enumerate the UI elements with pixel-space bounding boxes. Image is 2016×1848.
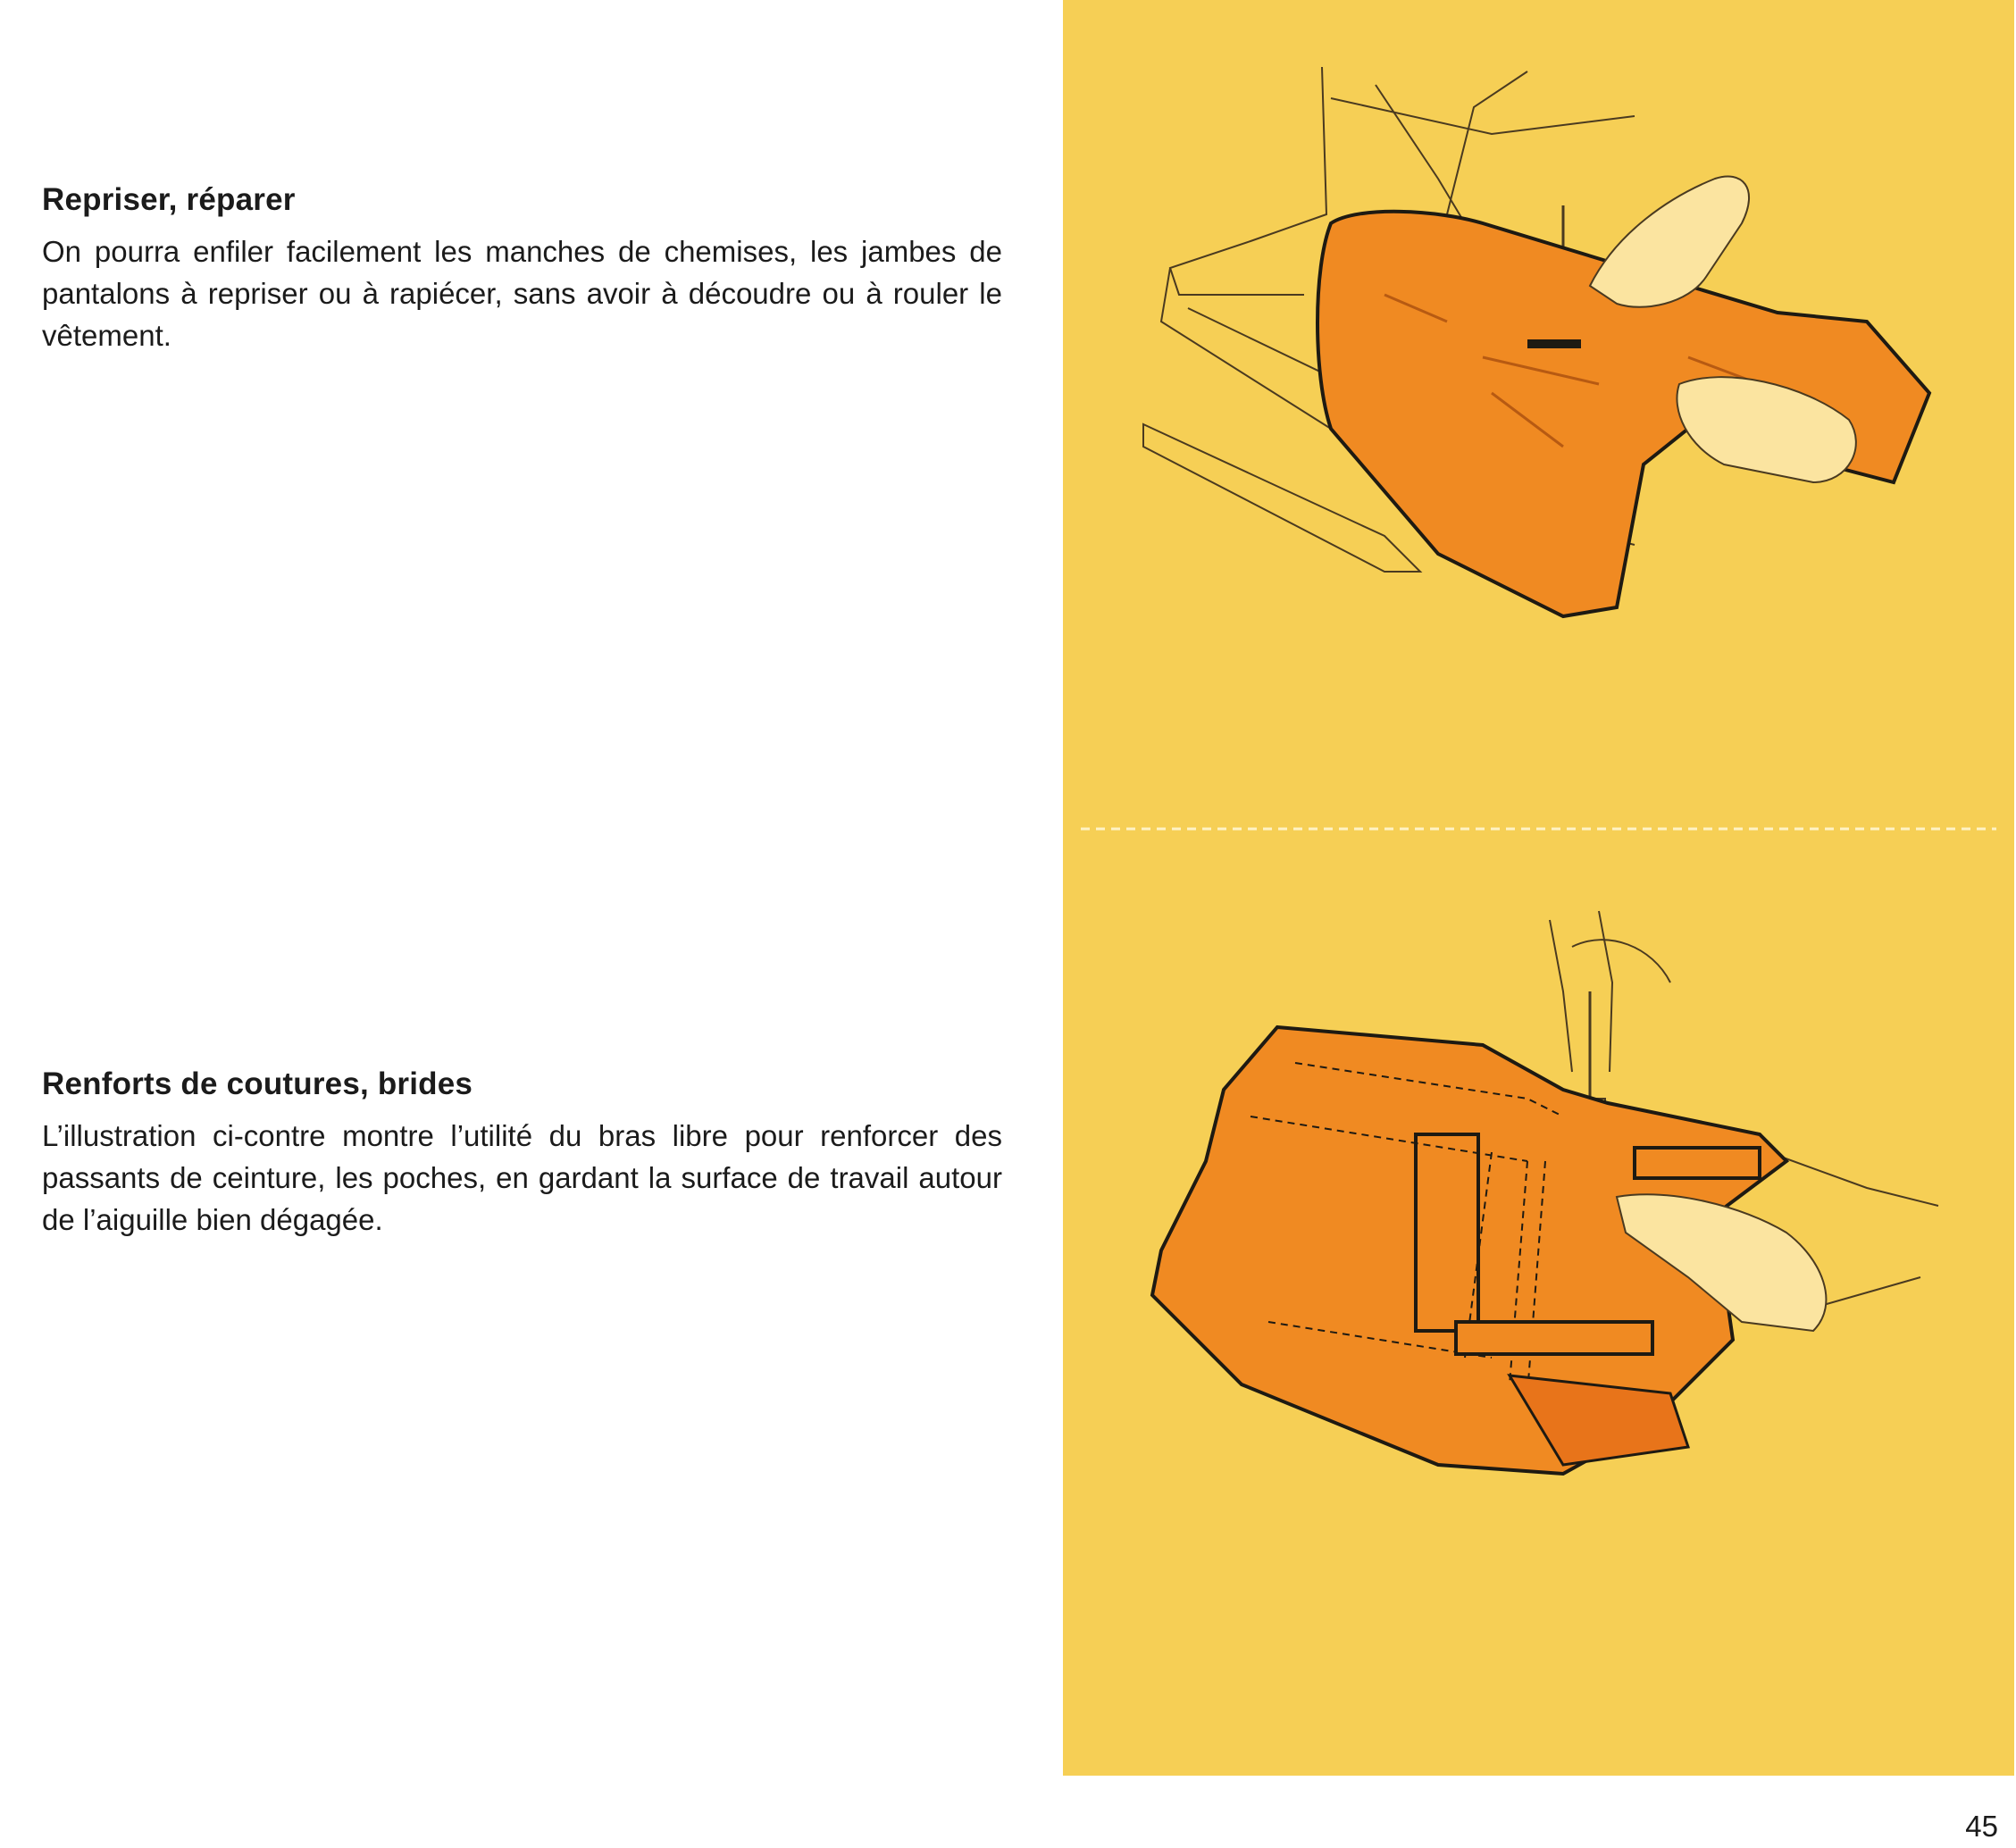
section-renforts — [42, 1066, 1002, 1241]
page-number: 45 — [1965, 1810, 1998, 1843]
section-heading: Repriser, réparer — [42, 182, 296, 217]
section-body: On pourra enfiler facilement les manches de chemises, les jambes de pantalons à repriser ou à rapiécer, sans avoir à découdre ou à rouler le vêtement. — [42, 235, 1002, 352]
left-hand — [1590, 176, 1749, 306]
belt-loop — [1635, 1148, 1760, 1178]
illustration-panel — [1063, 0, 2014, 1776]
darning-slot — [1527, 339, 1581, 348]
belt-loop — [1456, 1322, 1652, 1354]
illustration-canvas — [1063, 0, 2014, 1776]
section-body: L’illustration ci-contre montre l’utilité du bras libre pour renforcer des passants de ceinture, les poches, en gardant la surface de travail autour de l’aiguille bien dégagée. — [42, 1119, 1002, 1236]
section-heading: Renforts de coutures, brides — [42, 1066, 473, 1101]
section-repriser — [42, 182, 1002, 356]
